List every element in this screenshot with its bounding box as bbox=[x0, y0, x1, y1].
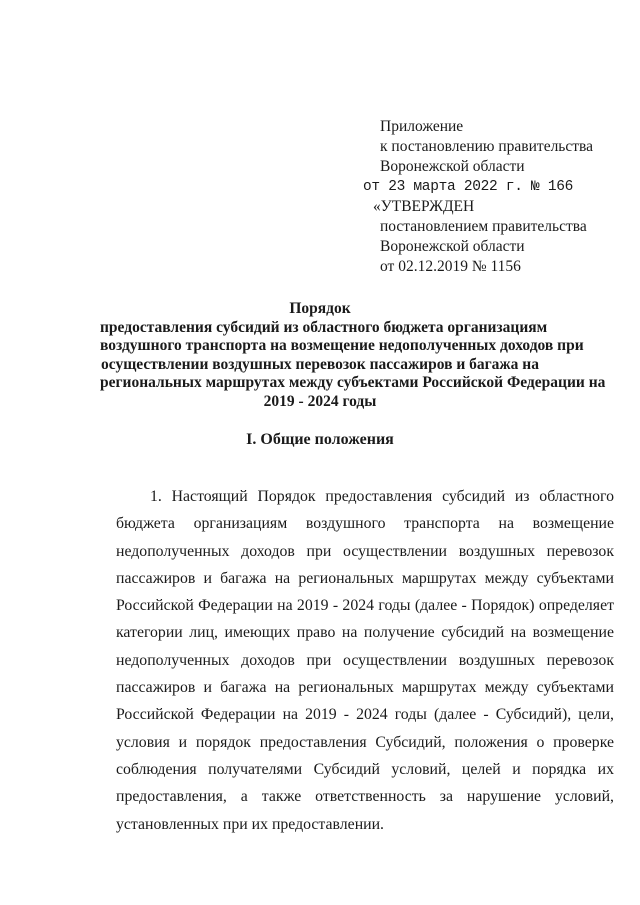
title-line: Порядок bbox=[289, 300, 351, 317]
approved-label: «УТВЕРЖДЕН bbox=[373, 198, 475, 215]
appendix-block bbox=[363, 117, 623, 277]
title-line: предоставления субсидий из областного бюджета организациям bbox=[100, 318, 548, 336]
appendix-reference: к постановлению правительства bbox=[380, 138, 594, 155]
title-line: 2019 - 2024 годы bbox=[263, 392, 377, 410]
title-line: региональных маршрутах между субъектами Российской Федерации на bbox=[100, 374, 606, 391]
appendix-region: Воронежской области bbox=[380, 158, 525, 175]
document-title bbox=[100, 300, 606, 411]
approved-by: постановлением правительства bbox=[380, 218, 587, 235]
body-paragraph: 1. Настоящий Порядок предоставления субсидий из областного бюджета организациям воздушного транспорта на возмещение недополученных доходов при осуществлении воздушных перевозок пассажиров и багажа на региональных маршрутах между субъектами Российской Федерации на 2019 - 2024 годы (далее - Порядок) определяет категории лиц, имеющих право на получение субсидий на возмещение недополученных доходов при осуществлении воздушных перевозок пассажиров и багажа на региональных маршрутах между субъектами Российской Федерации на 2019 - 2024 годы (далее - Субсидий), цели, условия и порядок предоставления Субсидий, положения о проверке соблюдения получателями Субсидий условий, целей и порядка их предоставления, а также ответственность за нарушение условий, установленных при их предоставлении. bbox=[116, 488, 614, 833]
approved-date: от 02.12.2019 № 1156 bbox=[380, 258, 521, 275]
appendix-date-stamp: от 23 марта 2022 г. № 166 bbox=[363, 179, 574, 195]
section-heading: I. Общие положения bbox=[246, 431, 394, 448]
title-line: воздушного транспорта на возмещение недополученных доходов при bbox=[100, 337, 584, 354]
approved-region: Воронежской области bbox=[380, 238, 525, 255]
appendix-label: Приложение bbox=[380, 118, 464, 135]
title-line: осуществлении воздушных перевозок пассажиров и багажа на bbox=[101, 355, 539, 373]
